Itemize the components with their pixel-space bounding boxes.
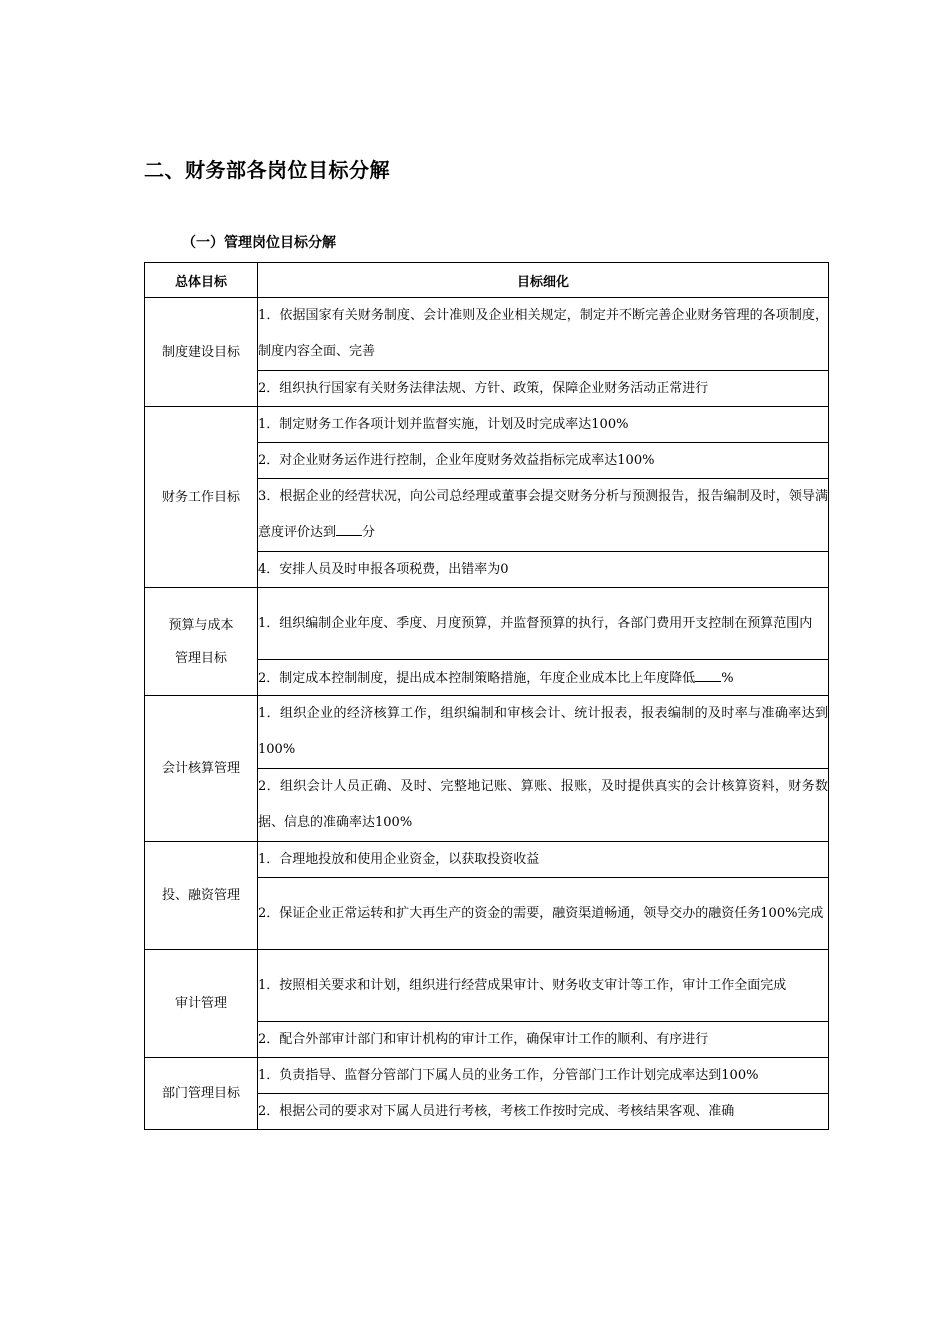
fill-in-blank[interactable] [695,667,721,682]
detail-cell: 1．依据国家有关财务制度、会计准则及企业相关规定，制定并不断完善企业财务管理的各项制度，制度内容全面、完善 [258,298,829,371]
category-line: 预算与成本 [168,617,234,633]
table-row [145,842,829,878]
category-line: 管理目标 [174,650,227,666]
detail-cell: 1．组织编制企业年度、季度、月度预算，并监督预算的执行，各部门费用开支控制在预算范围内 [258,588,829,660]
category-cell: 制度建设目标 [145,298,258,407]
table-header-row [145,263,829,298]
table-row [145,407,829,443]
header-goal-detail: 目标细化 [258,263,829,298]
detail-suffix: % [721,670,734,686]
detail-text: 2．制定成本控制制度，提出成本控制策略措施，年度企业成本比上年度降低 [258,670,696,686]
detail-cell: 1．合理地投放和使用企业资金，以获取投资收益 [258,842,829,878]
table-row [145,298,829,371]
table-row [145,950,829,1022]
detail-cell [258,660,829,696]
section-title: （一）管理岗位目标分解 [182,235,336,251]
detail-cell: 1．制定财务工作各项计划并监督实施，计划及时完成率达100% [258,407,829,443]
page-title: 二、财务部各岗位目标分解 [144,158,390,182]
header-overall-goal: 总体目标 [145,263,258,298]
detail-cell: 1．负责指导、监督分管部门下属人员的业务工作，分管部门工作计划完成率达到100% [258,1058,829,1094]
detail-cell: 2．对企业财务运作进行控制，企业年度财务效益指标完成率达100% [258,443,829,479]
category-cell: 会计核算管理 [145,696,258,842]
detail-cell: 2．组织会计人员正确、及时、完整地记账、算账、报账，及时提供真实的会计核算资料，财务数据、信息的准确率达100% [258,769,829,842]
category-cell: 部门管理目标 [145,1058,258,1130]
detail-cell: 1．组织企业的经济核算工作，组织编制和审核会计、统计报表，报表编制的及时率与准确率达到100% [258,696,829,769]
detail-cell: 1．按照相关要求和计划，组织进行经营成果审计、财务收支审计等工作，审计工作全面完成 [258,950,829,1022]
detail-text: 3．根据企业的经营状况，向公司总经理或董事会提交财务分析与预测报告，报告编制及时，领导满意度评价达到 [258,489,828,540]
detail-cell: 2．保证企业正常运转和扩大再生产的资金的需要，融资渠道畅通，领导交办的融资任务100%完成 [258,878,829,950]
detail-cell: 2．根据公司的要求对下属人员进行考核，考核工作按时完成、考核结果客观、准确 [258,1094,829,1130]
detail-cell [258,479,829,552]
goals-table [144,262,829,1130]
detail-suffix: 分 [362,525,376,540]
category-cell [145,588,258,696]
table-row [145,1058,829,1094]
fill-in-blank[interactable] [336,521,362,536]
detail-cell: 4．安排人员及时申报各项税费，出错率为0 [258,552,829,588]
category-cell: 财务工作目标 [145,407,258,588]
detail-cell: 2．组织执行国家有关财务法律法规、方针、政策，保障企业财务活动正常进行 [258,371,829,407]
table-row [145,696,829,769]
table-row [145,588,829,660]
category-cell: 审计管理 [145,950,258,1058]
category-cell: 投、融资管理 [145,842,258,950]
detail-cell: 2．配合外部审计部门和审计机构的审计工作，确保审计工作的顺利、有序进行 [258,1022,829,1058]
